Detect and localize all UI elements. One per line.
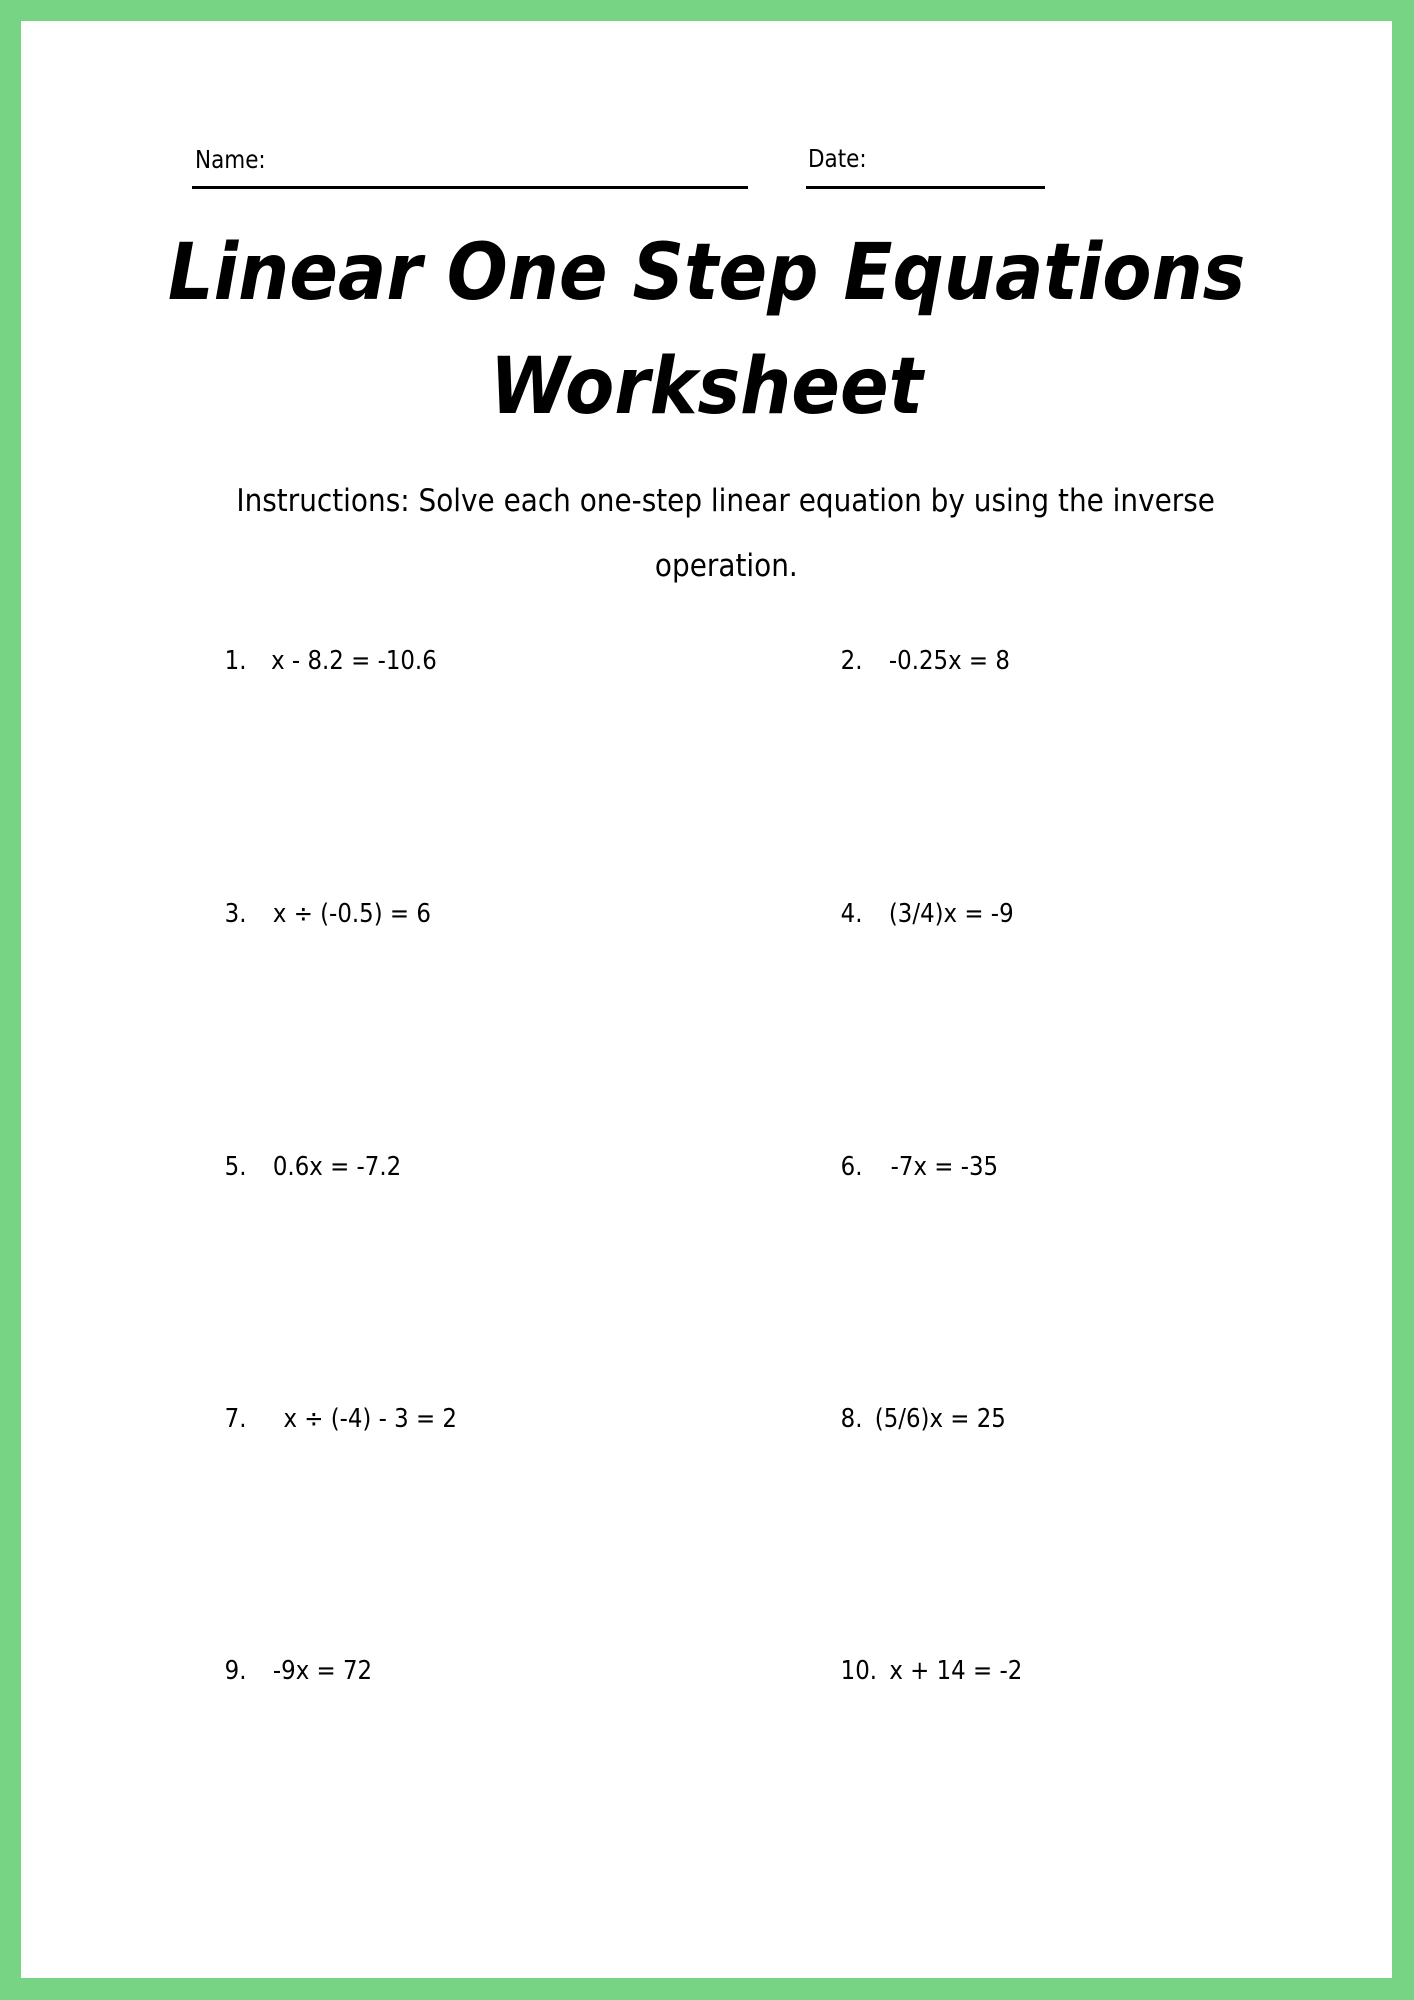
problem-equation: x ÷ (-0.5) = 6 (272, 899, 431, 929)
instructions-line-1: Instructions: Solve each one-step linear equation by using the inverse (236, 483, 1216, 519)
problem-equation: 0.6x = -7.2 (272, 1152, 402, 1182)
problem-number: 8. (840, 1404, 863, 1434)
worksheet-page (21, 21, 1392, 1978)
problem-number: 2. (840, 646, 863, 676)
problem-1 (181, 616, 472, 706)
problem-8 (797, 1374, 1034, 1464)
problem-6 (797, 1122, 1026, 1212)
problem-7 (181, 1374, 495, 1464)
problem-4 (797, 869, 1043, 959)
problem-equation: x ÷ (-4) - 3 = 2 (283, 1404, 458, 1434)
instructions-line-2: operation. (654, 548, 798, 584)
problem-equation: -7x = -35 (890, 1152, 999, 1182)
problem-number: 1. (224, 646, 247, 676)
problem-3 (181, 869, 465, 959)
problem-10 (797, 1626, 1053, 1716)
problem-number: 3. (224, 899, 247, 929)
problem-equation: -9x = 72 (272, 1656, 373, 1686)
problem-equation: -0.25x = 8 (888, 646, 1010, 676)
problem-number: 5. (224, 1152, 247, 1182)
problem-number: 9. (224, 1656, 247, 1686)
page-title-line-2: Worksheet (489, 342, 924, 432)
problem-number: 7. (224, 1404, 247, 1434)
problem-number: 4. (840, 899, 863, 929)
problem-9 (181, 1626, 398, 1716)
date-label: Date: (808, 144, 867, 173)
problem-2 (797, 616, 1039, 706)
page-title-line-1: Linear One Step Equations (167, 228, 1246, 318)
date-underline[interactable] (806, 186, 1045, 189)
name-label: Name: (195, 145, 266, 174)
name-underline[interactable] (192, 186, 748, 189)
problem-equation: x + 14 = -2 (889, 1656, 1023, 1686)
problem-equation: (5/6)x = 25 (874, 1404, 1006, 1434)
problem-number: 6. (840, 1152, 863, 1182)
problem-equation: (3/4)x = -9 (888, 899, 1014, 929)
problem-number: 10. (840, 1656, 878, 1686)
problem-5 (181, 1122, 431, 1212)
problem-equation: x - 8.2 = -10.6 (271, 646, 437, 676)
